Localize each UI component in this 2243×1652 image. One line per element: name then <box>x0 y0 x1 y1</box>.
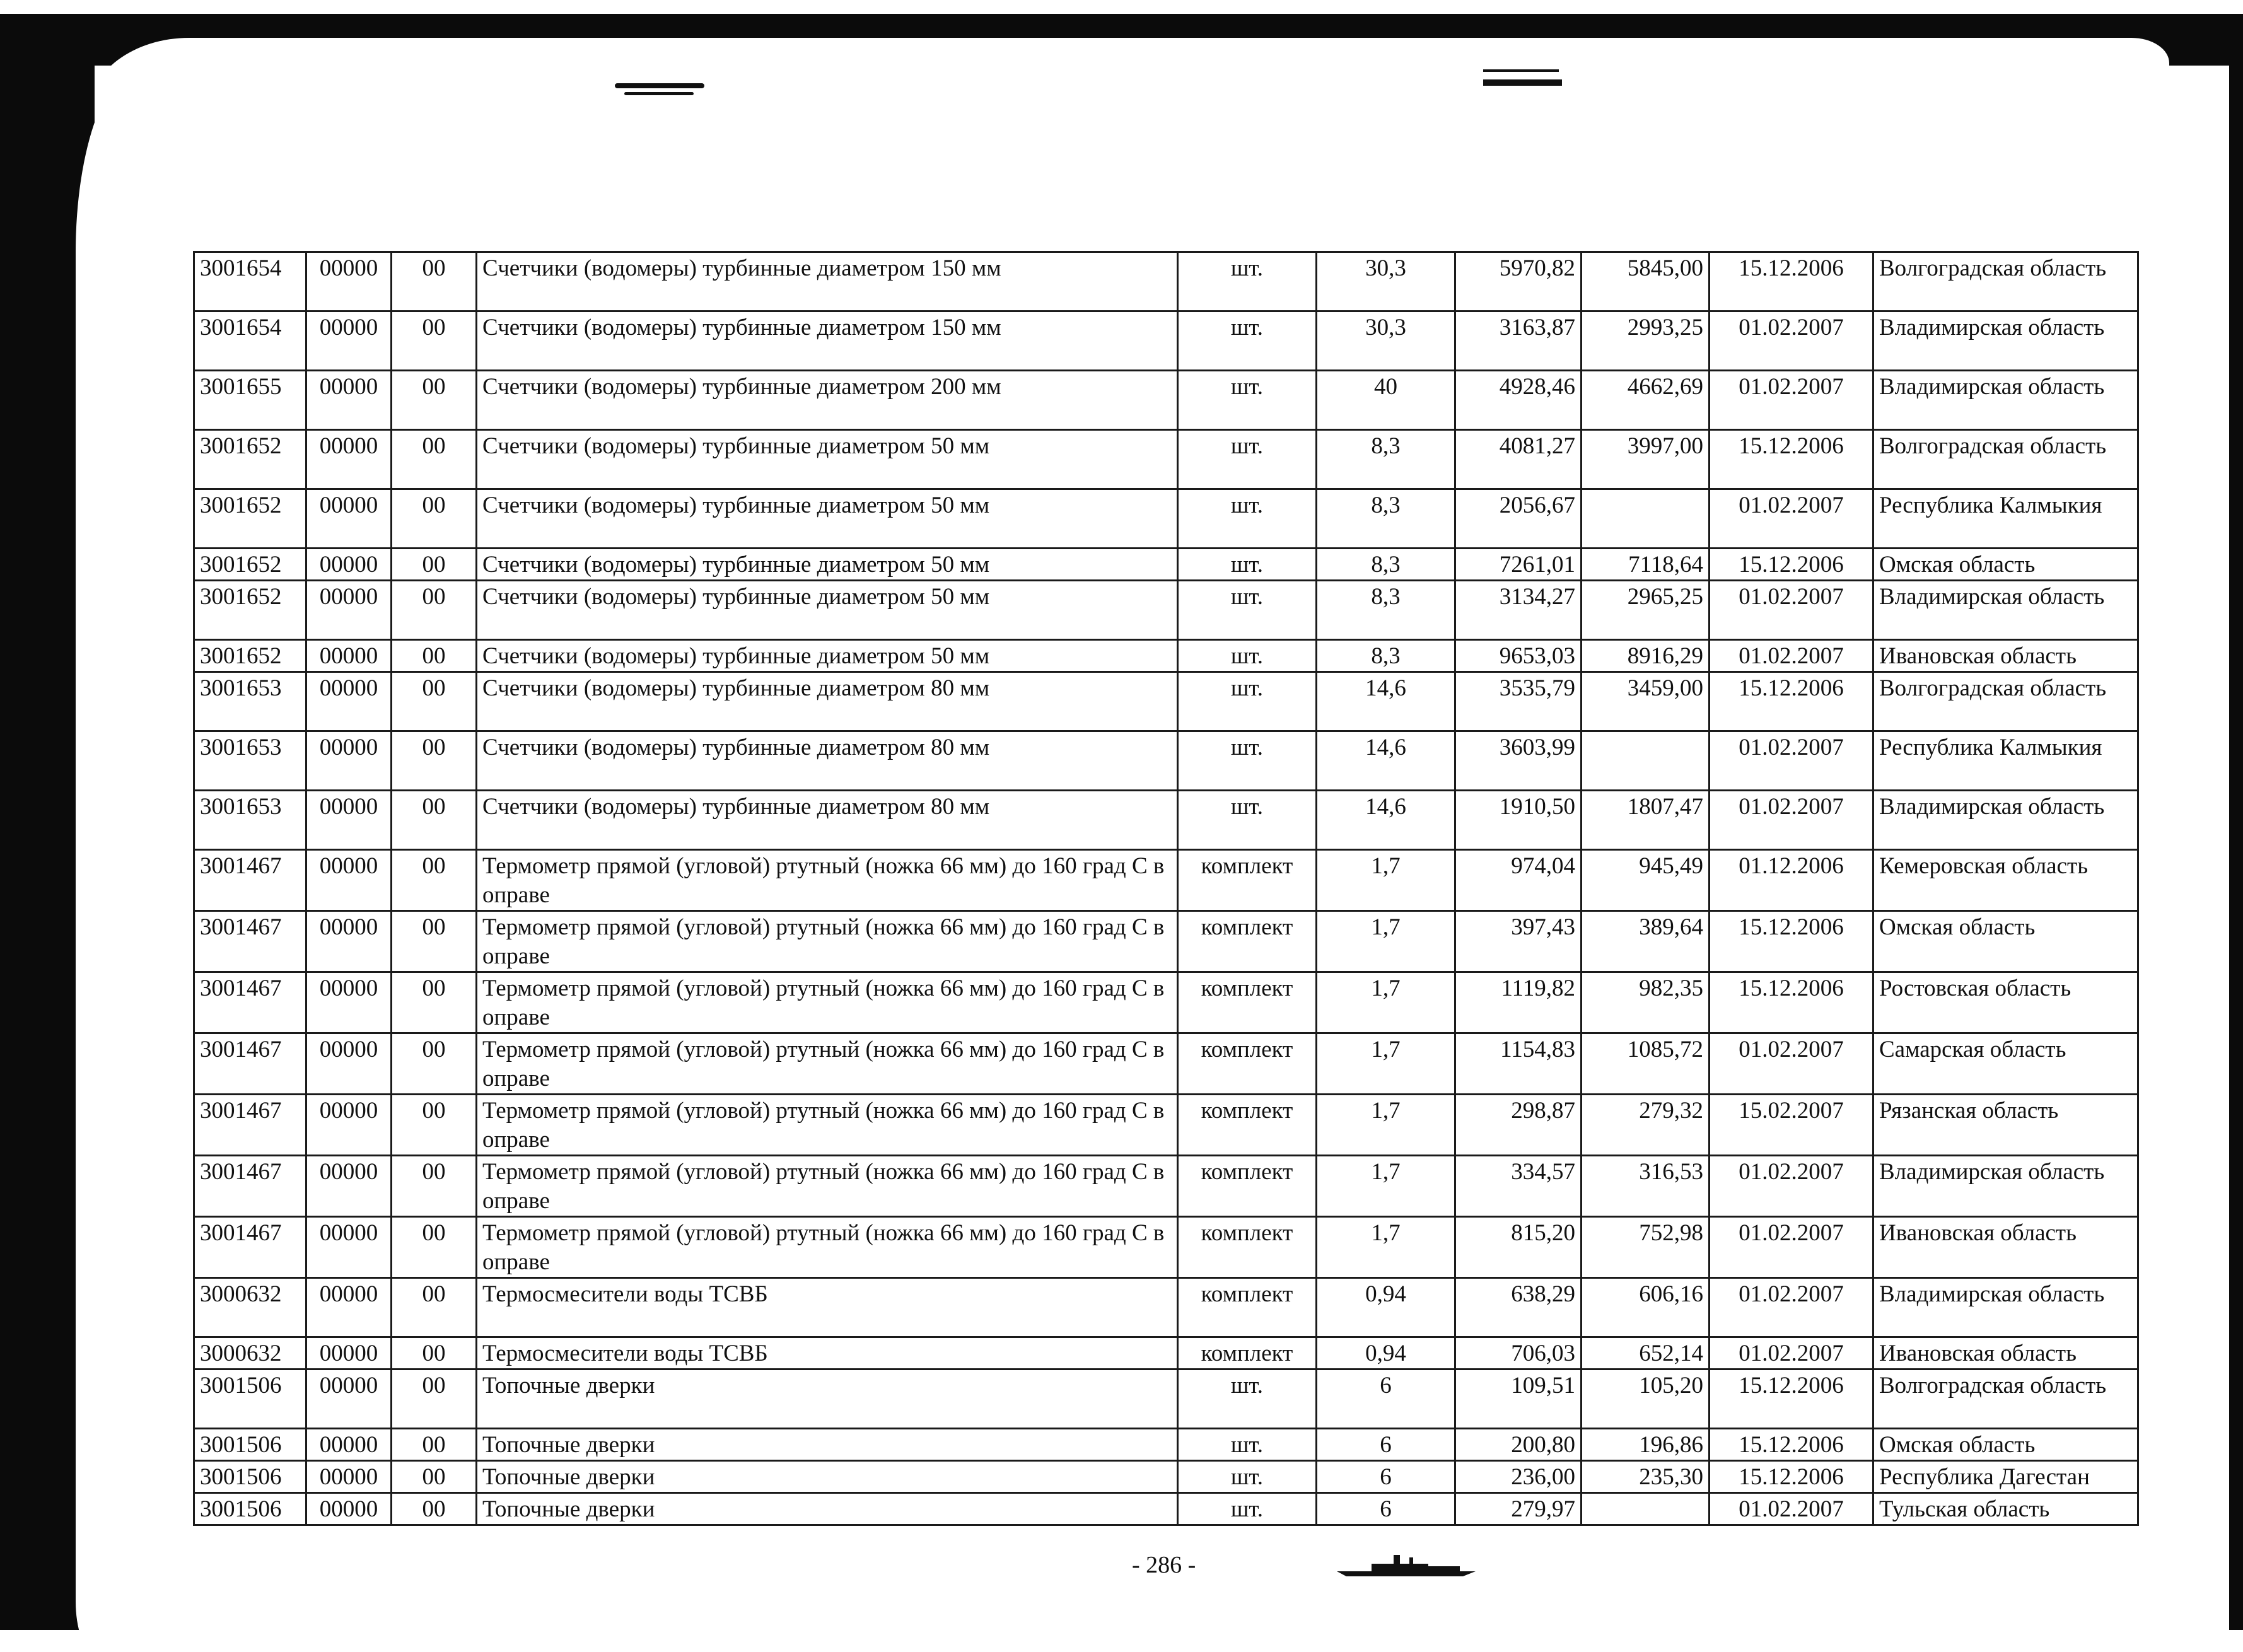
table-row <box>194 1217 2138 1278</box>
cell-description: Термометр прямой (угловой) ртутный (ножка 66 мм) до 160 град С в оправе <box>477 1156 1178 1217</box>
table-row <box>194 1033 2138 1095</box>
cell-weight: 8,3 <box>1317 640 1455 672</box>
cell-unit: шт. <box>1178 430 1317 489</box>
cell-price: 1154,83 <box>1455 1033 1582 1095</box>
cell-price: 2056,67 <box>1455 489 1582 549</box>
cell-region: Рязанская область <box>1873 1095 2138 1156</box>
cell-price-2 <box>1582 731 1710 791</box>
table-row <box>194 371 2138 430</box>
cell-subcode: 00000 <box>306 1461 392 1493</box>
cell-weight: 0,94 <box>1317 1278 1455 1337</box>
cell-price-2: 196,86 <box>1582 1429 1710 1461</box>
cell-price-2 <box>1582 1493 1710 1525</box>
table-row <box>194 640 2138 672</box>
cell-price: 397,43 <box>1455 911 1582 972</box>
cell-price: 3163,87 <box>1455 311 1582 371</box>
cell-subcode: 00000 <box>306 1033 392 1095</box>
cell-unit: комплект <box>1178 1033 1317 1095</box>
table-row <box>194 549 2138 581</box>
cell-unit: шт. <box>1178 791 1317 850</box>
table-row <box>194 311 2138 371</box>
cell-weight: 30,3 <box>1317 311 1455 371</box>
table-row <box>194 1429 2138 1461</box>
cell-region: Владимирская область <box>1873 581 2138 640</box>
cell-price: 5970,82 <box>1455 252 1582 311</box>
cell-code: 3001467 <box>194 850 306 911</box>
cell-suffix: 00 <box>392 1095 477 1156</box>
cell-date: 01.02.2007 <box>1710 731 1873 791</box>
scan-page-edge <box>88 38 2169 113</box>
table-row <box>194 430 2138 489</box>
cell-suffix: 00 <box>392 1493 477 1525</box>
cell-price: 109,51 <box>1455 1370 1582 1429</box>
cell-subcode: 00000 <box>306 972 392 1033</box>
cell-region: Тульская область <box>1873 1493 2138 1525</box>
cell-suffix: 00 <box>392 430 477 489</box>
cell-subcode: 00000 <box>306 252 392 311</box>
cell-suffix: 00 <box>392 1033 477 1095</box>
cell-weight: 1,7 <box>1317 850 1455 911</box>
cell-unit: комплект <box>1178 1095 1317 1156</box>
cell-description: Термометр прямой (угловой) ртутный (ножка 66 мм) до 160 град С в оправе <box>477 972 1178 1033</box>
cell-date: 01.02.2007 <box>1710 791 1873 850</box>
cell-price: 236,00 <box>1455 1461 1582 1493</box>
cell-region: Самарская область <box>1873 1033 2138 1095</box>
cell-region: Ивановская область <box>1873 640 2138 672</box>
cell-description: Топочные дверки <box>477 1493 1178 1525</box>
cell-subcode: 00000 <box>306 850 392 911</box>
cell-unit: шт. <box>1178 1461 1317 1493</box>
cell-code: 3001467 <box>194 1033 306 1095</box>
cell-price: 7261,01 <box>1455 549 1582 581</box>
cell-region: Омская область <box>1873 1429 2138 1461</box>
cell-price-2: 3459,00 <box>1582 672 1710 731</box>
table-row <box>194 791 2138 850</box>
cell-unit: шт. <box>1178 371 1317 430</box>
cell-weight: 6 <box>1317 1461 1455 1493</box>
page-number: - 286 - <box>1132 1552 1196 1578</box>
cell-date: 15.12.2006 <box>1710 1370 1873 1429</box>
cell-date: 15.12.2006 <box>1710 549 1873 581</box>
cell-date: 01.02.2007 <box>1710 581 1873 640</box>
cell-price: 1910,50 <box>1455 791 1582 850</box>
cell-price-2: 606,16 <box>1582 1278 1710 1337</box>
cell-code: 3001654 <box>194 311 306 371</box>
table-row <box>194 850 2138 911</box>
cell-weight: 1,7 <box>1317 1033 1455 1095</box>
cell-price: 815,20 <box>1455 1217 1582 1278</box>
cell-subcode: 00000 <box>306 1370 392 1429</box>
cell-code: 3001652 <box>194 581 306 640</box>
cell-description: Счетчики (водомеры) турбинные диаметром 80 мм <box>477 672 1178 731</box>
cell-unit: шт. <box>1178 581 1317 640</box>
table-row <box>194 1095 2138 1156</box>
cell-date: 01.02.2007 <box>1710 1493 1873 1525</box>
cell-price-2: 1085,72 <box>1582 1033 1710 1095</box>
cell-suffix: 00 <box>392 1337 477 1370</box>
cell-weight: 6 <box>1317 1493 1455 1525</box>
cell-suffix: 00 <box>392 1156 477 1217</box>
cell-suffix: 00 <box>392 1461 477 1493</box>
cell-code: 3001652 <box>194 640 306 672</box>
cell-subcode: 00000 <box>306 311 392 371</box>
cell-price-2: 279,32 <box>1582 1095 1710 1156</box>
cell-subcode: 00000 <box>306 581 392 640</box>
cell-unit: шт. <box>1178 489 1317 549</box>
cell-region: Владимирская область <box>1873 1156 2138 1217</box>
cell-code: 3001506 <box>194 1429 306 1461</box>
cell-unit: шт. <box>1178 672 1317 731</box>
cell-weight: 8,3 <box>1317 430 1455 489</box>
cell-date: 15.12.2006 <box>1710 430 1873 489</box>
cell-weight: 1,7 <box>1317 1217 1455 1278</box>
cell-region: Владимирская область <box>1873 1278 2138 1337</box>
table-row <box>194 1370 2138 1429</box>
cell-price-2: 316,53 <box>1582 1156 1710 1217</box>
cell-code: 3001653 <box>194 672 306 731</box>
cell-region: Волгоградская область <box>1873 1370 2138 1429</box>
scan-mark <box>1483 79 1562 86</box>
cell-date: 01.02.2007 <box>1710 489 1873 549</box>
cell-price: 1119,82 <box>1455 972 1582 1033</box>
cell-price: 4081,27 <box>1455 430 1582 489</box>
cell-unit: шт. <box>1178 731 1317 791</box>
table-row <box>194 1156 2138 1217</box>
cell-code: 3001467 <box>194 1156 306 1217</box>
cell-date: 15.12.2006 <box>1710 1461 1873 1493</box>
cell-code: 3001653 <box>194 731 306 791</box>
cell-description: Топочные дверки <box>477 1429 1178 1461</box>
cell-description: Термометр прямой (угловой) ртутный (ножка 66 мм) до 160 град С в оправе <box>477 1217 1178 1278</box>
cell-code: 3001467 <box>194 1217 306 1278</box>
table-body <box>194 252 2138 1525</box>
cell-code: 3001654 <box>194 252 306 311</box>
cell-unit: шт. <box>1178 1370 1317 1429</box>
cell-description: Счетчики (водомеры) турбинные диаметром 50 мм <box>477 430 1178 489</box>
cell-weight: 30,3 <box>1317 252 1455 311</box>
cell-price-2: 752,98 <box>1582 1217 1710 1278</box>
cell-description: Термосмесители воды ТСВБ <box>477 1337 1178 1370</box>
cell-subcode: 00000 <box>306 791 392 850</box>
cell-unit: шт. <box>1178 1493 1317 1525</box>
cell-code: 3000632 <box>194 1337 306 1370</box>
scan-mark <box>1483 69 1559 72</box>
cell-description: Термометр прямой (угловой) ртутный (ножка 66 мм) до 160 град С в оправе <box>477 1033 1178 1095</box>
cell-subcode: 00000 <box>306 1337 392 1370</box>
cell-region: Владимирская область <box>1873 311 2138 371</box>
cell-price-2: 2965,25 <box>1582 581 1710 640</box>
cell-suffix: 00 <box>392 791 477 850</box>
cell-date: 01.12.2006 <box>1710 850 1873 911</box>
cell-date: 01.02.2007 <box>1710 1278 1873 1337</box>
cell-price-2: 3997,00 <box>1582 430 1710 489</box>
cell-price-2: 7118,64 <box>1582 549 1710 581</box>
cell-price: 9653,03 <box>1455 640 1582 672</box>
table-row <box>194 581 2138 640</box>
cell-weight: 8,3 <box>1317 581 1455 640</box>
cell-description: Счетчики (водомеры) турбинные диаметром 80 мм <box>477 791 1178 850</box>
ship-stamp-icon <box>1334 1552 1479 1578</box>
cell-unit: комплект <box>1178 1278 1317 1337</box>
cell-date: 01.02.2007 <box>1710 311 1873 371</box>
cell-region: Ивановская область <box>1873 1337 2138 1370</box>
cell-suffix: 00 <box>392 850 477 911</box>
cell-price: 200,80 <box>1455 1429 1582 1461</box>
cell-weight: 6 <box>1317 1370 1455 1429</box>
cell-date: 01.02.2007 <box>1710 371 1873 430</box>
cell-description: Счетчики (водомеры) турбинные диаметром 80 мм <box>477 731 1178 791</box>
scan-mark <box>615 83 704 88</box>
cell-region: Омская область <box>1873 549 2138 581</box>
cell-date: 01.02.2007 <box>1710 1217 1873 1278</box>
cell-suffix: 00 <box>392 672 477 731</box>
cell-weight: 8,3 <box>1317 549 1455 581</box>
cell-suffix: 00 <box>392 581 477 640</box>
cell-code: 3001652 <box>194 430 306 489</box>
table-row <box>194 1493 2138 1525</box>
cell-code: 3001506 <box>194 1461 306 1493</box>
cell-suffix: 00 <box>392 1370 477 1429</box>
cell-unit: комплект <box>1178 972 1317 1033</box>
cell-description: Счетчики (водомеры) турбинные диаметром 150 мм <box>477 311 1178 371</box>
cell-price-2: 105,20 <box>1582 1370 1710 1429</box>
cell-description: Счетчики (водомеры) турбинные диаметром 200 мм <box>477 371 1178 430</box>
cell-code: 3001467 <box>194 972 306 1033</box>
cell-code: 3001467 <box>194 911 306 972</box>
cell-date: 15.12.2006 <box>1710 672 1873 731</box>
cell-unit: шт. <box>1178 252 1317 311</box>
cell-subcode: 00000 <box>306 549 392 581</box>
cell-description: Топочные дверки <box>477 1461 1178 1493</box>
cell-subcode: 00000 <box>306 1278 392 1337</box>
cell-subcode: 00000 <box>306 911 392 972</box>
cell-code: 3001506 <box>194 1370 306 1429</box>
cell-subcode: 00000 <box>306 1156 392 1217</box>
cell-subcode: 00000 <box>306 1429 392 1461</box>
cell-suffix: 00 <box>392 911 477 972</box>
cell-suffix: 00 <box>392 311 477 371</box>
cell-unit: шт. <box>1178 640 1317 672</box>
cell-suffix: 00 <box>392 489 477 549</box>
cell-weight: 14,6 <box>1317 672 1455 731</box>
table-row <box>194 489 2138 549</box>
cell-price: 3603,99 <box>1455 731 1582 791</box>
table-row <box>194 672 2138 731</box>
cell-unit: комплект <box>1178 850 1317 911</box>
cell-code: 3000632 <box>194 1278 306 1337</box>
cell-weight: 1,7 <box>1317 972 1455 1033</box>
cell-price: 638,29 <box>1455 1278 1582 1337</box>
cell-suffix: 00 <box>392 972 477 1033</box>
scan-page-edge-left <box>76 63 164 1652</box>
cell-price: 3535,79 <box>1455 672 1582 731</box>
cell-subcode: 00000 <box>306 672 392 731</box>
cell-date: 15.12.2006 <box>1710 1429 1873 1461</box>
cell-date: 01.02.2007 <box>1710 640 1873 672</box>
cell-region: Республика Калмыкия <box>1873 489 2138 549</box>
cell-unit: комплект <box>1178 1217 1317 1278</box>
cell-price: 279,97 <box>1455 1493 1582 1525</box>
cell-description: Счетчики (водомеры) турбинные диаметром 50 мм <box>477 489 1178 549</box>
cell-date: 01.02.2007 <box>1710 1156 1873 1217</box>
cell-region: Владимирская область <box>1873 791 2138 850</box>
cell-price: 3134,27 <box>1455 581 1582 640</box>
cell-price-2: 4662,69 <box>1582 371 1710 430</box>
cell-price-2: 1807,47 <box>1582 791 1710 850</box>
cell-suffix: 00 <box>392 371 477 430</box>
cell-price-2: 8916,29 <box>1582 640 1710 672</box>
cell-description: Термометр прямой (угловой) ртутный (ножка 66 мм) до 160 град С в оправе <box>477 850 1178 911</box>
cell-region: Республика Калмыкия <box>1873 731 2138 791</box>
cell-subcode: 00000 <box>306 731 392 791</box>
cell-suffix: 00 <box>392 640 477 672</box>
cell-suffix: 00 <box>392 549 477 581</box>
price-table <box>193 251 2139 1526</box>
cell-description: Термосмесители воды ТСВБ <box>477 1278 1178 1337</box>
cell-subcode: 00000 <box>306 371 392 430</box>
cell-price: 334,57 <box>1455 1156 1582 1217</box>
cell-weight: 1,7 <box>1317 911 1455 972</box>
cell-region: Республика Дагестан <box>1873 1461 2138 1493</box>
cell-price-2: 389,64 <box>1582 911 1710 972</box>
cell-unit: шт. <box>1178 1429 1317 1461</box>
table-row <box>194 1337 2138 1370</box>
cell-weight: 1,7 <box>1317 1095 1455 1156</box>
cell-region: Волгоградская область <box>1873 672 2138 731</box>
cell-date: 15.12.2006 <box>1710 252 1873 311</box>
cell-description: Термометр прямой (угловой) ртутный (ножка 66 мм) до 160 град С в оправе <box>477 1095 1178 1156</box>
cell-date: 15.12.2006 <box>1710 911 1873 972</box>
cell-subcode: 00000 <box>306 1217 392 1278</box>
cell-suffix: 00 <box>392 731 477 791</box>
cell-region: Волгоградская область <box>1873 430 2138 489</box>
cell-code: 3001652 <box>194 489 306 549</box>
cell-unit: комплект <box>1178 911 1317 972</box>
cell-date: 01.02.2007 <box>1710 1033 1873 1095</box>
table-row <box>194 1461 2138 1493</box>
cell-price-2 <box>1582 489 1710 549</box>
cell-subcode: 00000 <box>306 489 392 549</box>
cell-subcode: 00000 <box>306 640 392 672</box>
cell-description: Топочные дверки <box>477 1370 1178 1429</box>
cell-subcode: 00000 <box>306 430 392 489</box>
cell-date: 15.12.2006 <box>1710 972 1873 1033</box>
cell-weight: 0,94 <box>1317 1337 1455 1370</box>
cell-region: Ивановская область <box>1873 1217 2138 1278</box>
cell-region: Кемеровская область <box>1873 850 2138 911</box>
cell-region: Владимирская область <box>1873 371 2138 430</box>
cell-suffix: 00 <box>392 252 477 311</box>
cell-description: Счетчики (водомеры) турбинные диаметром 150 мм <box>477 252 1178 311</box>
cell-price-2: 235,30 <box>1582 1461 1710 1493</box>
cell-suffix: 00 <box>392 1278 477 1337</box>
cell-code: 3001467 <box>194 1095 306 1156</box>
cell-price-2: 982,35 <box>1582 972 1710 1033</box>
cell-price: 298,87 <box>1455 1095 1582 1156</box>
cell-code: 3001506 <box>194 1493 306 1525</box>
cell-price: 706,03 <box>1455 1337 1582 1370</box>
cell-weight: 14,6 <box>1317 731 1455 791</box>
cell-weight: 14,6 <box>1317 791 1455 850</box>
cell-price: 4928,46 <box>1455 371 1582 430</box>
table-row <box>194 731 2138 791</box>
cell-region: Ростовская область <box>1873 972 2138 1033</box>
table-row <box>194 972 2138 1033</box>
cell-subcode: 00000 <box>306 1095 392 1156</box>
cell-region: Волгоградская область <box>1873 252 2138 311</box>
cell-price-2: 2993,25 <box>1582 311 1710 371</box>
cell-code: 3001652 <box>194 549 306 581</box>
cell-weight: 40 <box>1317 371 1455 430</box>
cell-code: 3001655 <box>194 371 306 430</box>
cell-description: Счетчики (водомеры) турбинные диаметром 50 мм <box>477 549 1178 581</box>
cell-code: 3001653 <box>194 791 306 850</box>
cell-description: Термометр прямой (угловой) ртутный (ножка 66 мм) до 160 град С в оправе <box>477 911 1178 972</box>
cell-description: Счетчики (водомеры) турбинные диаметром 50 мм <box>477 581 1178 640</box>
cell-weight: 6 <box>1317 1429 1455 1461</box>
table-row <box>194 252 2138 311</box>
cell-price-2: 652,14 <box>1582 1337 1710 1370</box>
cell-unit: шт. <box>1178 311 1317 371</box>
cell-description: Счетчики (водомеры) турбинные диаметром 50 мм <box>477 640 1178 672</box>
cell-region: Омская область <box>1873 911 2138 972</box>
cell-unit: комплект <box>1178 1337 1317 1370</box>
table-row <box>194 911 2138 972</box>
scan-mark <box>624 92 694 95</box>
cell-date: 01.02.2007 <box>1710 1337 1873 1370</box>
cell-weight: 1,7 <box>1317 1156 1455 1217</box>
scan-border-right <box>2229 14 2243 1630</box>
cell-price-2: 5845,00 <box>1582 252 1710 311</box>
cell-unit: шт. <box>1178 549 1317 581</box>
cell-price: 974,04 <box>1455 850 1582 911</box>
cell-weight: 8,3 <box>1317 489 1455 549</box>
cell-price-2: 945,49 <box>1582 850 1710 911</box>
table-row <box>194 1278 2138 1337</box>
cell-subcode: 00000 <box>306 1493 392 1525</box>
cell-suffix: 00 <box>392 1217 477 1278</box>
cell-suffix: 00 <box>392 1429 477 1461</box>
cell-unit: комплект <box>1178 1156 1317 1217</box>
cell-date: 15.02.2007 <box>1710 1095 1873 1156</box>
